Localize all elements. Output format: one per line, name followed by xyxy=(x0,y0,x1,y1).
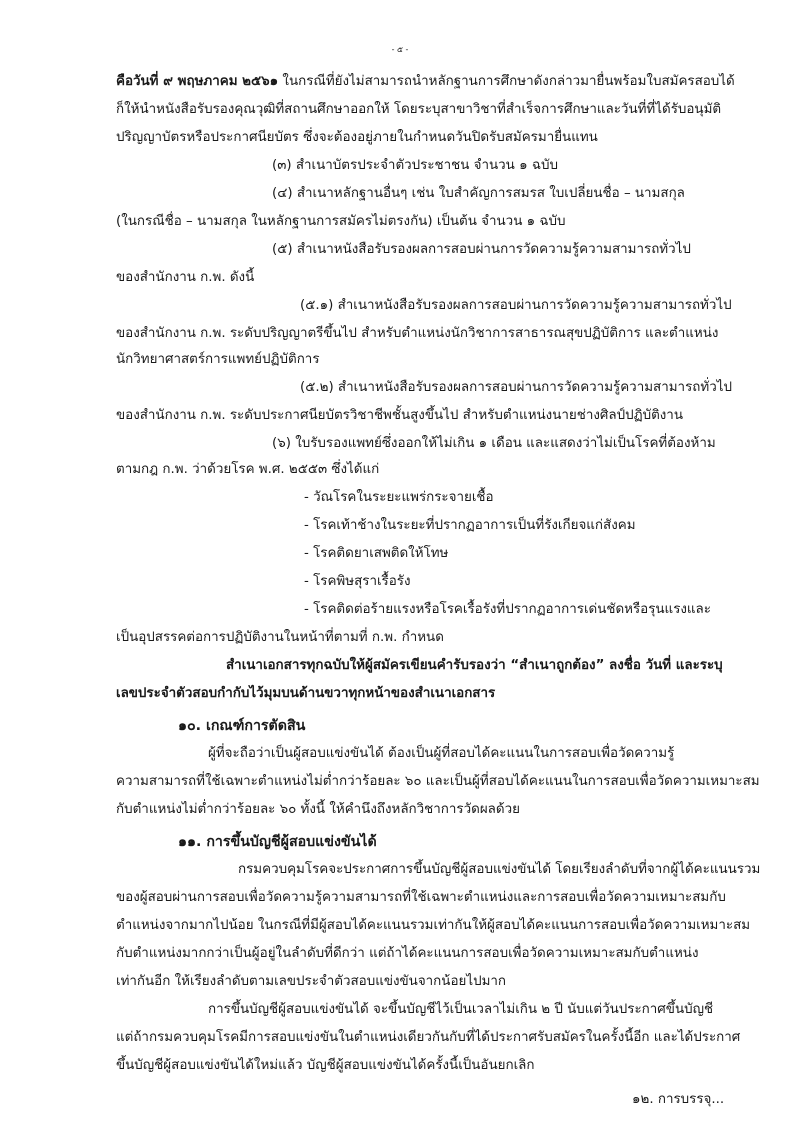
section-10-text: ความสามารถที่ใช้เฉพาะตำแหน่งไม่ต่ำกว่าร้อยละ ๖๐ และเป็นผู้ที่สอบได้คะแนนในการสอบเพื่อวัดความเหมาะสม xyxy=(116,774,760,789)
section-11-text: ตำแหน่งจากมากไปน้อย ในกรณีที่มีผู้สอบได้คะแนนรวมเท่ากันให้ผู้สอบได้คะแนนการสอบเพื่อวัดความเหมาะสม xyxy=(116,918,751,933)
section-heading-10: ๑๐. เกณฑ์การตัดสิน xyxy=(178,718,306,734)
paragraph-line: ปริญญาบัตรหรือประกาศนียบัตร ซึ่งจะต้องอยู่ภายในกำหนดวันปิดรับสมัครมายื่นแทน xyxy=(116,130,598,145)
section-11-text: ขึ้นบัญชีผู้สอบแข่งขันได้ใหม่แล้ว บัญชีผู้สอบแข่งขันได้ครั้งนี้เป็นอันยกเลิก xyxy=(116,1058,535,1073)
section-11-text: การขึ้นบัญชีผู้สอบแข่งขันได้ จะขึ้นบัญชีไว้เป็นเวลาไม่เกิน ๒ ปี นับแต่วันประกาศขึ้นบัญชี xyxy=(208,1002,714,1017)
list-item-4-cont: (ในกรณีชื่อ – นามสกุล ในหลักฐานการสมัครไม่ตรงกัน) เป็นต้น จำนวน ๑ ฉบับ xyxy=(116,214,566,229)
paragraph-line xyxy=(116,72,735,92)
section-heading-11: ๑๑. การขึ้นบัญชีผู้สอบแข่งขันได้ xyxy=(178,834,377,850)
section-10-text: กับตำแหน่งไม่ต่ำกว่าร้อยละ ๖๐ ทั้งนี้ ให้คำนึงถึงหลักวิชาการวัดผลด้วย xyxy=(116,802,520,817)
paragraph-text: ในกรณีที่ยังไม่สามารถนำหลักฐานการศึกษาดังกล่าวมายื่นพร้อมใบสมัครสอบได้ xyxy=(278,74,735,89)
list-item-5-2: (๕.๒) สำเนาหนังสือรับรองผลการสอบผ่านการวัดความรู้ความสามารถทั่วไป xyxy=(300,380,732,395)
page-number: - ๕ - xyxy=(391,45,409,54)
section-11-text: เท่ากันอีก ให้เรียงลำดับตามเลขประจำตัวสอบแข่งขันจากน้อยไปมาก xyxy=(116,974,507,989)
certify-note-cont: เลขประจำตัวสอบกำกับไว้มุมบนด้านขวาทุกหน้าของสำเนาเอกสาร xyxy=(116,686,496,701)
paragraph-line: ก็ให้นำหนังสือรับรองคุณวุฒิที่สถานศึกษาออกให้ โดยระบุสาขาวิชาที่สำเร็จการศึกษาและวันที่ที่ได้รับอนุมัติ xyxy=(116,102,722,117)
list-item-5-1: (๕.๑) สำเนาหนังสือรับรองผลการสอบผ่านการวัดความรู้ความสามารถทั่วไป xyxy=(300,298,732,313)
section-10-text: ผู้ที่จะถือว่าเป็นผู้สอบแข่งขันได้ ต้องเป็นผู้ที่สอบได้คะแนนในการสอบเพื่อวัดความรู้ xyxy=(208,746,675,761)
list-item-5-1-cont: นักวิทยาศาสตร์การแพทย์ปฏิบัติการ xyxy=(116,352,320,367)
disease-item: - โรคติดต่อร้ายแรงหรือโรคเรื้อรังที่ปรากฏอาการเด่นชัดหรือรุนแรงและ xyxy=(304,602,711,617)
list-item-5: (๕) สำเนาหนังสือรับรองผลการสอบผ่านการวัดความรู้ความสามารถทั่วไป xyxy=(272,242,691,257)
continuation-tag: ๑๒. การบรรจุ... xyxy=(632,1092,725,1107)
list-item-6-cont: ตามกฎ ก.พ. ว่าด้วยโรค พ.ศ. ๒๕๕๓ ซึ่งได้แก่ xyxy=(116,462,380,477)
section-11-text: แต่ถ้ากรมควบคุมโรคมีการสอบแข่งขันในตำแหน่งเดียวกันกับที่ได้ประกาศรับสมัครในครั้งนี้อีก และได้ประกาศ xyxy=(116,1030,741,1045)
list-item-5-1-cont: ของสำนักงาน ก.พ. ระดับปริญญาตรีขึ้นไป สำหรับตำแหน่งนักวิชาการสาธารณสุขปฏิบัติการ และตำแหน่ง xyxy=(116,326,719,341)
disease-item: - วัณโรคในระยะแพร่กระจายเชื้อ xyxy=(304,490,494,505)
section-11-text: กับตำแหน่งมากกว่าเป็นผู้อยู่ในลำดับที่ดีกว่า แต่ถ้าได้คะแนนการสอบเพื่อวัดความเหมาะสมกับตำแหน่ง xyxy=(116,946,699,961)
certify-note: สำเนาเอกสารทุกฉบับให้ผู้สมัครเขียนคำรับรองว่า “สำเนาถูกต้อง” ลงชื่อ วันที่ และระบุ xyxy=(226,658,723,673)
list-item-6: (๖) ใบรับรองแพทย์ซึ่งออกให้ไม่เกิน ๑ เดือน และแสดงว่าไม่เป็นโรคที่ต้องห้าม xyxy=(272,436,716,451)
disease-item: - โรคติดยาเสพติดให้โทษ xyxy=(304,546,449,561)
list-item-4: (๔) สำเนาหลักฐานอื่นๆ เช่น ใบสำคัญการสมรส ใบเปลี่ยนชื่อ – นามสกุล xyxy=(272,186,685,201)
list-item-5-2-cont: ของสำนักงาน ก.พ. ระดับประกาศนียบัตรวิชาชีพชั้นสูงขึ้นไป สำหรับตำแหน่งนายช่างศิลป์ปฏิบัติงาน xyxy=(116,408,683,423)
exam-date-bold: คือวันที่ ๙ พฤษภาคม ๒๕๖๑ xyxy=(116,74,279,89)
disease-item: - โรคเท้าช้างในระยะที่ปรากฏอาการเป็นที่รังเกียจแก่สังคม xyxy=(304,518,636,533)
disease-item: - โรคพิษสุราเรื้อรัง xyxy=(304,574,411,589)
list-item-5-cont: ของสำนักงาน ก.พ. ดังนี้ xyxy=(116,270,255,285)
list-item-3: (๓) สำเนาบัตรประจำตัวประชาชน จำนวน ๑ ฉบับ xyxy=(272,158,558,173)
section-11-text: ของผู้สอบผ่านการสอบเพื่อวัดความรู้ความสามารถที่ใช้เฉพาะตำแหน่งและการสอบเพื่อวัดความเหมาะสมกับ xyxy=(116,890,726,905)
section-11-text: กรมควบคุมโรคจะประกาศการขึ้นบัญชีผู้สอบแข่งขันได้ โดยเรียงลำดับที่จากผู้ได้คะแนนรวม xyxy=(238,862,761,877)
disease-item-cont: เป็นอุปสรรคต่อการปฏิบัติงานในหน้าที่ตามที่ ก.พ. กำหนด xyxy=(116,630,444,645)
